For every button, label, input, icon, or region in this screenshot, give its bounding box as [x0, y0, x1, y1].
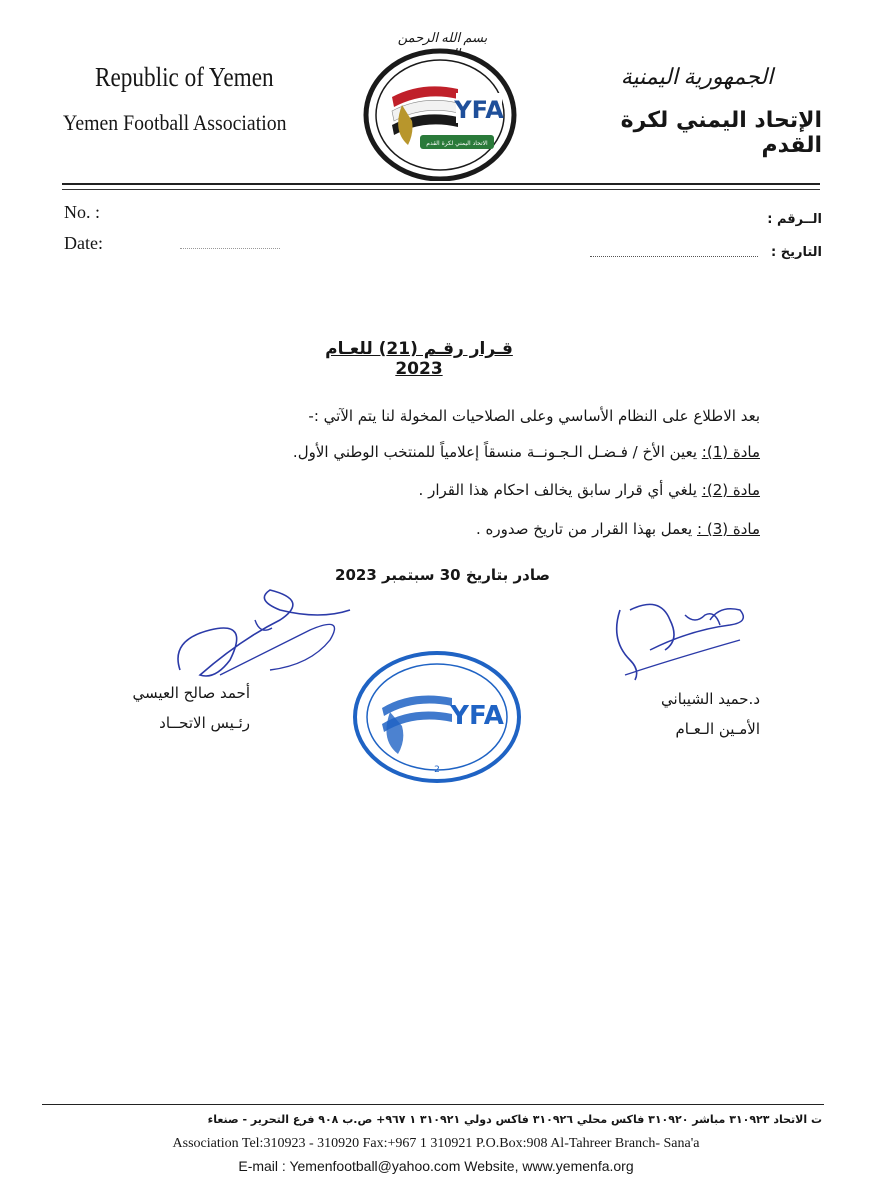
footer-arabic-contact: ت الاتحاد ٣١٠٩٢٣ مباشر ٣١٠٩٢٠ فاكس محلي ٣١٠٩٢٦ فاكس دولي ٣١٠٩٢١ ١ ٩٦٧+ ص.ب ٩٠٨ فرع التحرير - صنعاء	[207, 1113, 822, 1126]
date-fill-line	[180, 248, 280, 249]
en-country-name: Republic of Yemen	[95, 62, 274, 92]
article-1-text: يعين الأخ / فـضـل الـجـونــة منسقاً إعلامياً للمنتخب الوطني الأول.	[292, 443, 702, 461]
logo-text: YFA	[454, 96, 504, 124]
ar-date-label: التاريخ :	[771, 245, 822, 260]
issue-date: صادر بتاريخ 30 سبتمبر 2023	[335, 566, 550, 584]
president-name: أحمد صالح العيسي	[132, 684, 250, 702]
president-title: رئـيس الاتحــاد	[159, 714, 250, 732]
ar-date-fill-line	[590, 256, 758, 257]
ar-number-label: الــرقم :	[767, 212, 822, 227]
stamp-number: 2	[434, 765, 440, 775]
secretary-signature	[590, 580, 760, 690]
en-association-name: Yemen Football Association	[63, 110, 287, 135]
article-1-label: مادة (1):	[701, 443, 760, 461]
header-rule-thick	[62, 183, 820, 185]
official-stamp	[352, 650, 522, 784]
header-rule-thin	[62, 189, 820, 190]
decision-preamble: بعد الاطلاع على النظام الأساسي وعلى الصلاحيات المخولة لنا يتم الآتي :-	[308, 407, 760, 425]
secretary-name: د.حميد الشيباني	[661, 690, 760, 708]
president-signature	[160, 580, 360, 690]
article-3-text: يعمل بهذا القرار من تاريخ صدوره .	[476, 520, 697, 538]
stamp-text: YFA	[450, 701, 504, 731]
article-2-text: يلغي أي قرار سابق يخالف احكام هذا القرار .	[418, 481, 702, 499]
logo-caption: الاتحاد اليمني لكرة القدم	[426, 140, 488, 147]
secretary-title: الأمـين الـعـام	[675, 720, 760, 738]
footer-english-contact: Association Tel:310923 - 310920 Fax:+967 1 310921 P.O.Box:908 Al-Tahreer Branch- Sana'a	[172, 1136, 700, 1151]
article-3-label: مادة (3) :	[697, 520, 760, 538]
reference-date-label: Date:	[64, 233, 103, 253]
decision-title: قـرار رقـم (21) للعـام 2023	[325, 339, 513, 379]
article-2	[200, 481, 760, 499]
footer-rule	[42, 1104, 824, 1105]
article-3	[200, 520, 760, 538]
article-1	[200, 443, 760, 461]
basmala: بسم الله الرحمن	[397, 30, 488, 45]
ar-country-name: الجمهورية اليمنية	[620, 64, 774, 89]
ar-association-name: الإتحاد اليمني لكرة القدم	[620, 108, 822, 158]
article-2-label: مادة (2):	[701, 481, 760, 499]
reference-number-label: No. :	[64, 202, 100, 222]
footer-email-website: E-mail : Yemenfootball@yahoo.com Website, www.yemenfa.org	[238, 1158, 634, 1174]
yfa-logo	[362, 45, 518, 181]
